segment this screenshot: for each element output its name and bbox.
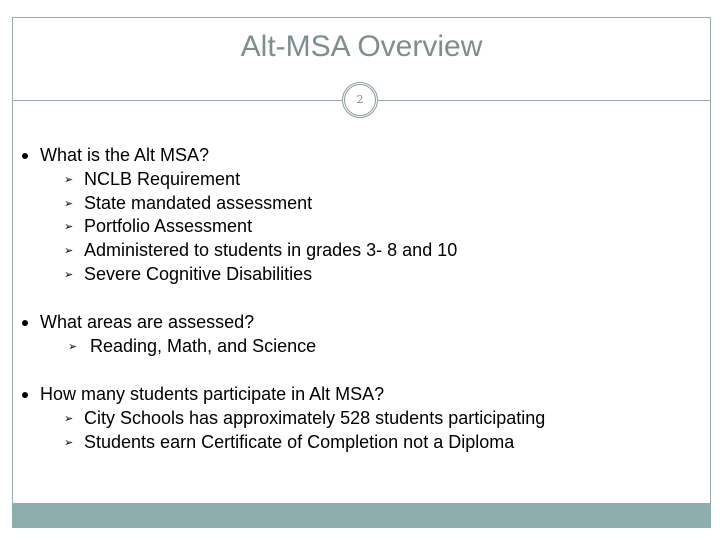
slide-title: Alt-MSA Overview	[240, 30, 483, 63]
arrow-bullet-icon: ➢	[64, 245, 74, 257]
arrow-bullet-icon: ➢	[64, 174, 74, 186]
list-item: NCLB Requirement	[84, 169, 241, 189]
list-item: City Schools has approximately 528 students participating	[84, 408, 546, 428]
arrow-bullet-icon: ➢	[64, 198, 74, 210]
section-heading: What areas are assessed?	[40, 312, 255, 332]
arrow-bullet-icon: ➢	[64, 413, 74, 425]
arrow-bullet-icon: ➢	[64, 269, 74, 281]
list-item: Students earn Certificate of Completion not a Diploma	[84, 432, 515, 452]
arrow-bullet-icon: ➢	[64, 437, 74, 449]
bullet-icon	[22, 392, 28, 398]
list-item: Portfolio Assessment	[84, 216, 253, 236]
arrow-bullet-icon: ➢	[68, 341, 78, 353]
list-item: State mandated assessment	[84, 193, 313, 213]
section-heading: What is the Alt MSA?	[40, 145, 210, 165]
page-number-badge: 2	[342, 82, 378, 118]
arrow-bullet-icon: ➢	[64, 221, 74, 233]
list-item: Severe Cognitive Disabilities	[84, 264, 313, 284]
list-item: Reading, Math, and Science	[90, 336, 317, 356]
bullet-icon	[22, 153, 28, 159]
section-heading: How many students participate in Alt MSA?	[40, 384, 385, 404]
bullet-icon	[22, 320, 28, 326]
footer-bar	[12, 503, 711, 528]
list-item: Administered to students in grades 3- 8 and 10	[84, 240, 458, 260]
